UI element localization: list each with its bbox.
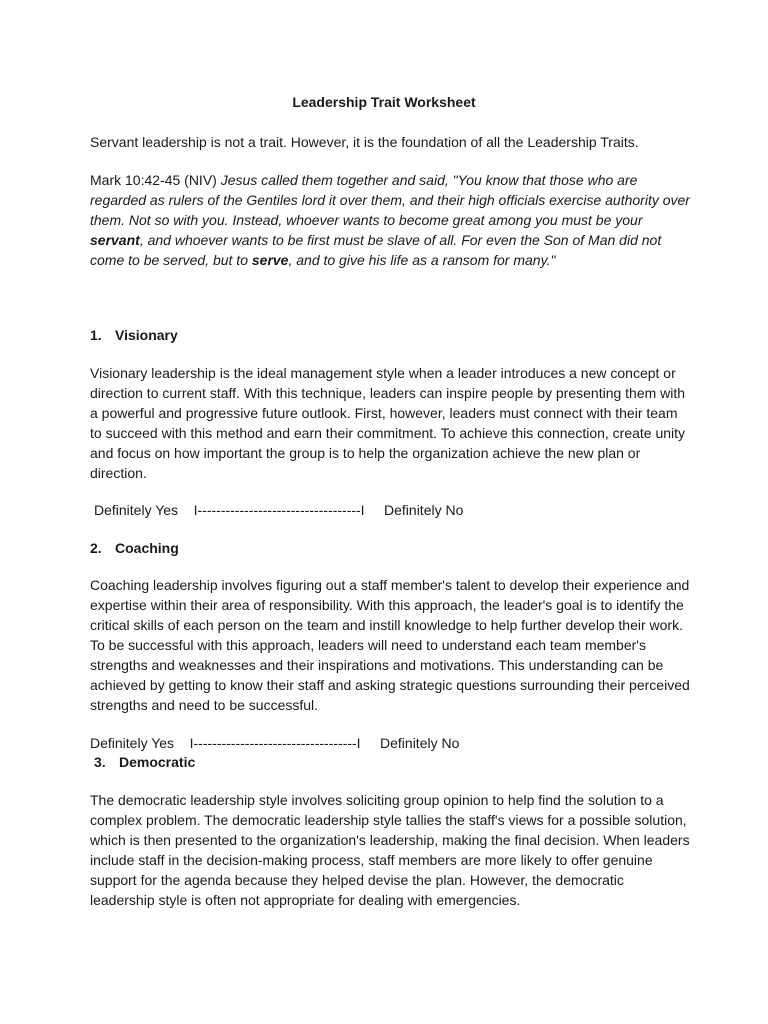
section-body-democratic: The democratic leadership style involves soliciting group opinion to help find the solution to a complex problem. The democratic leadership style tallies the staff's views for a possible solution, which is then presented to the organization's leadership, making the final decision. When leaders include staff in the decision-making process, staff members are more likely to offer genuine support for the agenda because they helped devise the plan. However, the democratic leadership style is often not appropriate for dealing with emergencies.	[90, 792, 690, 908]
section-heading-coaching: 2. Coaching	[90, 540, 179, 556]
rating-scale-coaching: Definitely Yes I-----------------------------------I Definitely No	[90, 735, 460, 751]
emphasis-servant: servant	[90, 232, 140, 248]
intro-paragraph: Servant leadership is not a trait. However, it is the foundation of all the Leadership Traits.	[90, 134, 639, 150]
scripture-reference: Mark 10:42-45 (NIV)	[90, 172, 217, 188]
emphasis-serve: serve	[251, 252, 289, 268]
section-body-visionary: Visionary leadership is the ideal management style when a leader introduces a new concept or direction to current staff. With this technique, leaders can inspire people by presenting them with a powerful and progressive future outlook. First, however, leaders must connect with their team to succeed with this method and earn their commitment. To achieve this connection, create unity and focus on how important the group is to help the organization achieve the new plan or direction.	[90, 365, 686, 481]
scripture-quote: Jesus called them together and said, "You know that those who are regarded as rulers of the Gentiles lord it over them, and their high officials exercise authority over them. Not so with you. Instead, whoever wants to become great among you must be your servant, and whoever wants to be first must be slave of all. For even the Son of Man did not come to be served, but to serve, and to give his life as a ransom for many."	[90, 172, 690, 268]
page-title: Leadership Trait Worksheet	[292, 94, 476, 110]
section-heading-democratic: 3. Democratic	[94, 754, 196, 770]
rating-scale-visionary: Definitely Yes I-----------------------------------I Definitely No	[94, 502, 464, 518]
section-body-coaching: Coaching leadership involves figuring out a staff member's talent to develop their experience and expertise within their area of responsibility. With this approach, the leader's goal is to identify the critical skills of each person on the team and instill knowledge to help further develop their work. To be successful with this approach, leaders will need to understand each team member's strengths and weaknesses and their inspirations and motivations. This understanding can be achieved by getting to know their staff and asking strategic questions surrounding their perceived strengths and need to be successful.	[90, 577, 690, 713]
section-heading-visionary: 1. Visionary	[90, 327, 178, 343]
scripture-paragraph	[90, 170, 690, 270]
